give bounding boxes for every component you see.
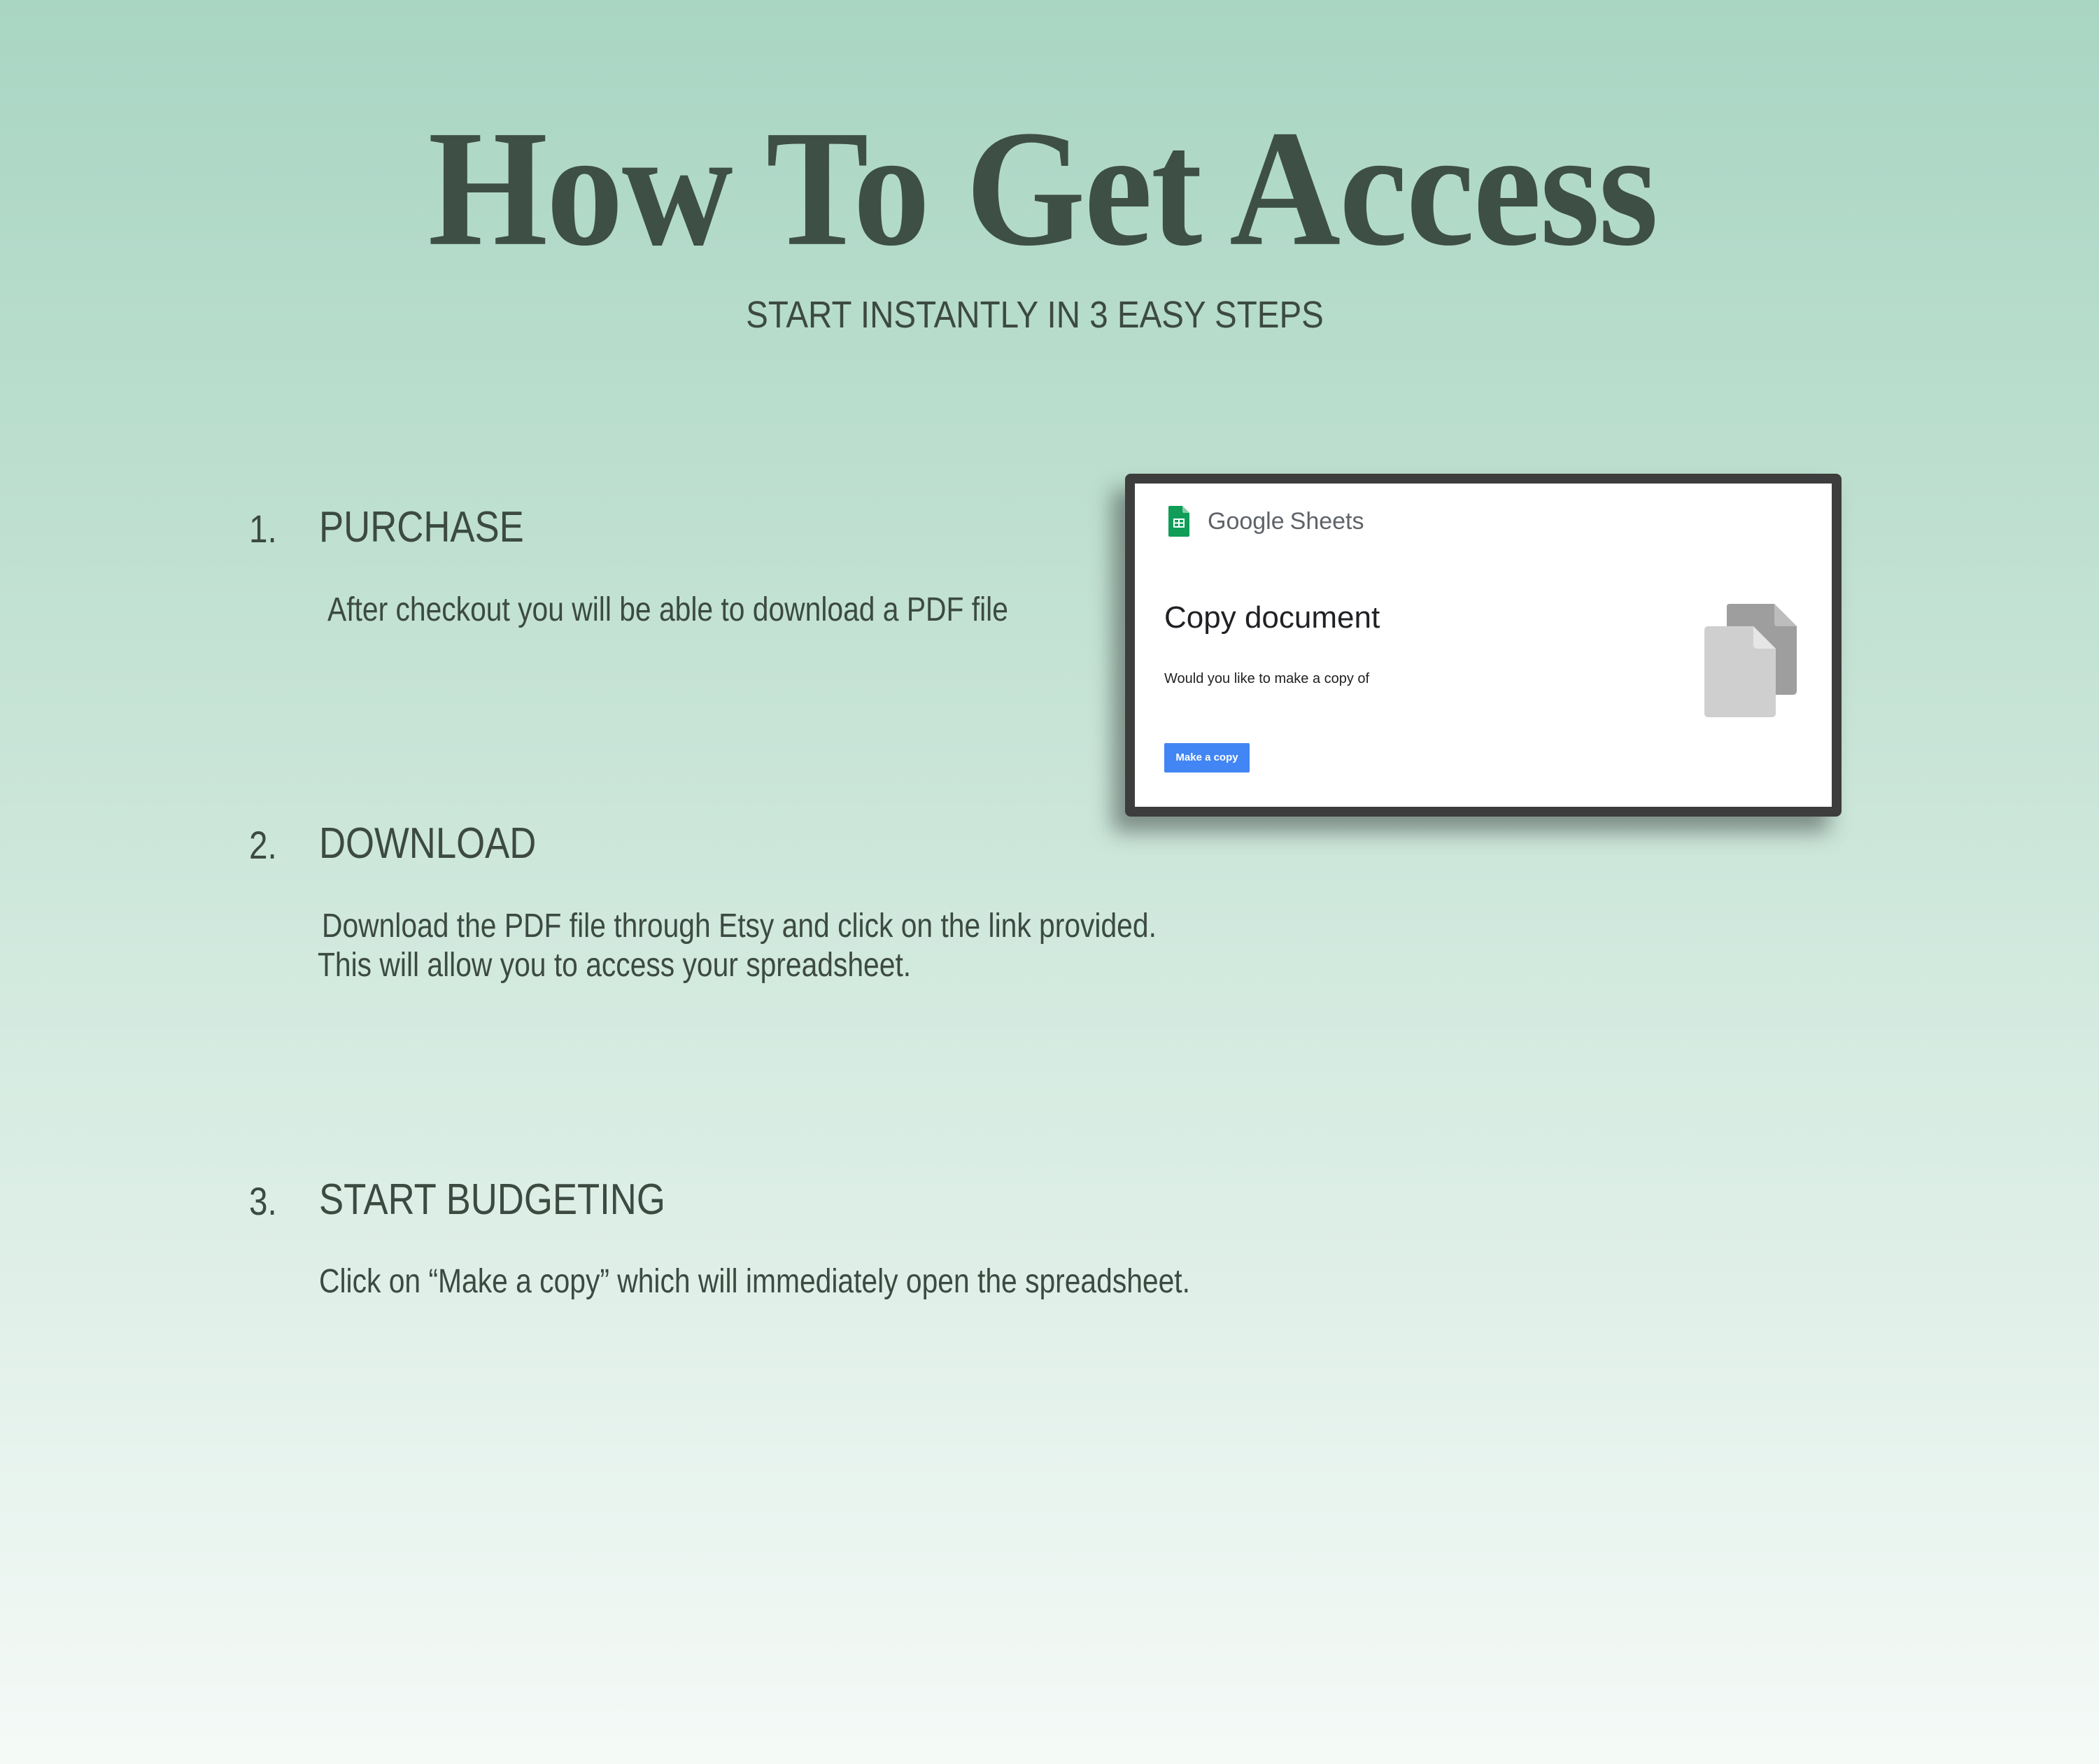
- step-2-description-line-1: Download the PDF file through Etsy and click on the link provided.: [322, 908, 1157, 945]
- google-sheets-icon: [1168, 506, 1189, 537]
- step-2-number: 2.: [249, 823, 277, 867]
- step-3-title: START BUDGETING: [319, 1176, 665, 1224]
- step-2-description-line-2: This will allow you to access your spreadsheet.: [318, 947, 912, 984]
- make-a-copy-button[interactable]: Make a copy: [1164, 743, 1250, 772]
- dialog-prompt: Would you like to make a copy of: [1164, 671, 1370, 686]
- dialog-title: Copy document: [1164, 600, 1380, 635]
- page-title: How To Get Access: [427, 96, 1658, 281]
- step-1-title: PURCHASE: [319, 503, 524, 551]
- copy-document-dialog: [1135, 484, 1832, 807]
- brand-google: Google: [1208, 508, 1285, 535]
- step-2-title: DOWNLOAD: [319, 819, 537, 868]
- step-1-description: After checkout you will be able to download a PDF file: [327, 591, 1008, 628]
- brand-product: Sheets: [1289, 508, 1364, 535]
- sheets-screenshot-frame: [1125, 474, 1842, 817]
- step-3-description: Click on “Make a copy” which will immediately open the spreadsheet.: [319, 1263, 1190, 1300]
- step-1-number: 1.: [249, 507, 277, 551]
- page-subtitle: START INSTANTLY IN 3 EASY STEPS: [746, 294, 1324, 336]
- copy-document-icon: [1702, 604, 1800, 717]
- brand-name: [1208, 507, 1364, 535]
- step-3-number: 3.: [249, 1179, 277, 1223]
